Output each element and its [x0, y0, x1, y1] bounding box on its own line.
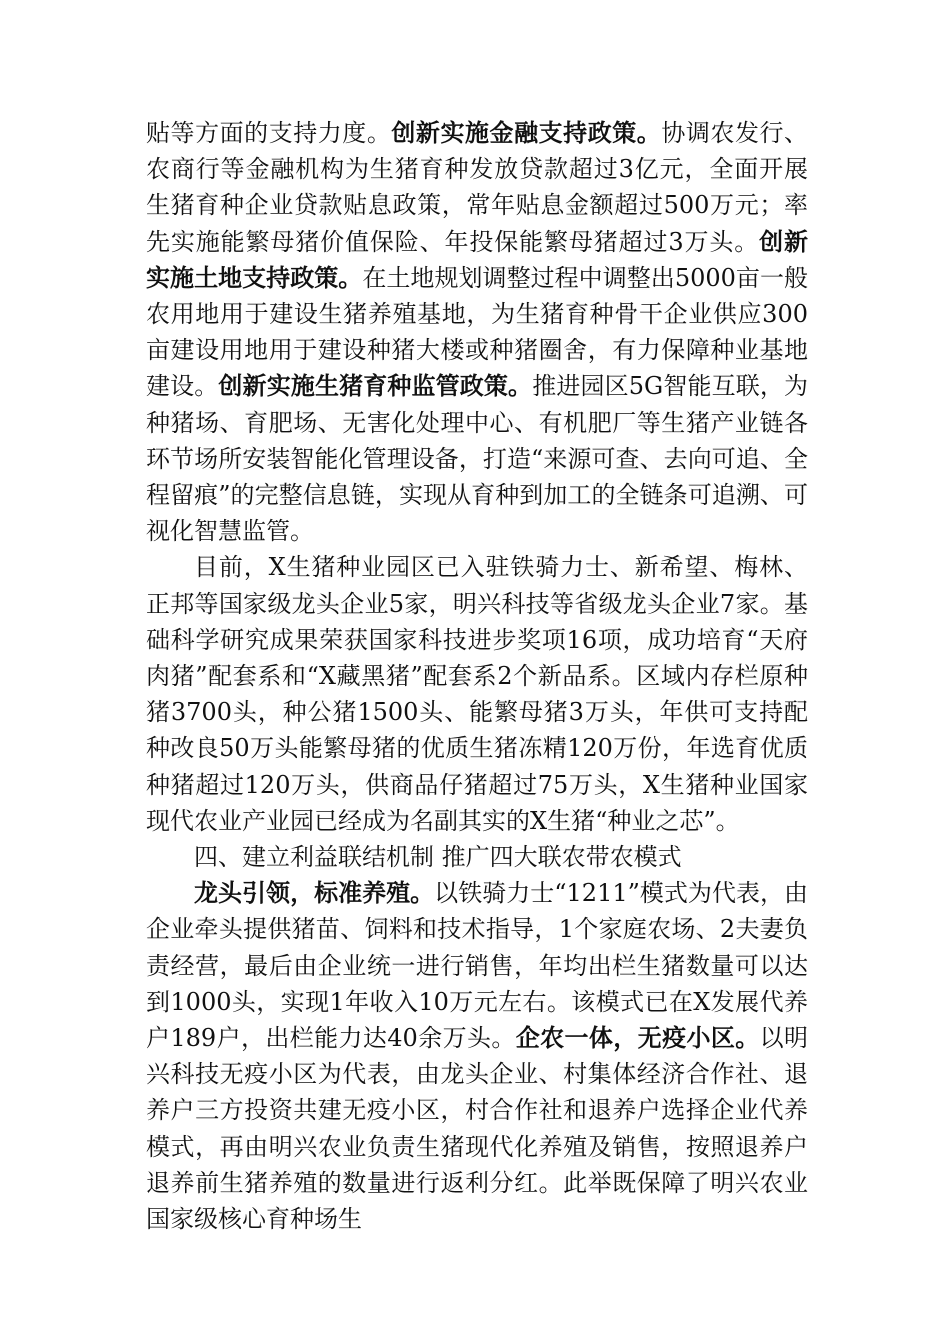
- paragraph-text: 目前，X生猪种业园区已入驻铁骑力士、新希望、梅林、正邦等国家级龙头企业5家，明兴科技等省级龙头企业7家。基础科学研究成果荣获国家科技进步奖项16项，成功培育“天府肉猪”配套系和“X藏黑猪”配套系2个新品系。区域内存栏原种猪3700头，种公猪1500头、能繁母猪3万头，年供可支持配种改良50万头能繁母猪的优质生猪冻精120万份，年选育优质种猪超过120万头，供商品仔猪超过75万头，X生猪种业国家现代农业产业园已经成为名副其实的X生猪“种业之芯”。: [146, 553, 808, 835]
- paragraph-text: 以铁骑力士“1211”模式为代表，由企业牵头提供猪苗、饲料和技术指导，1个家庭农场、2夫妻负责经营，最后由企业统一进行销售，年均出栏生猪数量可以达到1000头，实现1年收入10万元左右。该模式已在X发展代养户189户，出栏能力达40余万头。: [146, 879, 808, 1053]
- paragraph-policy-measures: [146, 115, 808, 549]
- lead-heading-land-policy: 创新实施土地支持政策。: [146, 227, 808, 292]
- paragraph-text: 协调农发行、农商行等金融机构为生猪育种发放贷款超过3亿元，全面开展生猪育种企业贷款贴息政策，常年贴息金额超过500万元；率先实施能繁母猪价值保险、年投保能繁母猪超过3万头。: [146, 119, 809, 256]
- section-heading: 四、建立利益联结机制 推广四大联农带农模式: [194, 843, 682, 872]
- lead-heading-supervision-policy: 创新实施生猪育种监管政策。: [218, 372, 533, 401]
- document-page: [146, 115, 808, 1237]
- paragraph-text: 推进园区5G智能互联，为种猪场、育肥场、无害化处理中心、有机肥厂等生猪产业链各环节场所安装智能化管理设备，打造“来源可查、去向可追、全程留痕”的完整信息链，实现从育种到加工的全链条可追溯、可视化智慧监管。: [146, 372, 809, 546]
- paragraph-park-status: [146, 549, 808, 839]
- paragraph-text: 在土地规划调整过程中调整出5000亩一般农用地用于建设生猪养殖基地，为生猪育种骨干企业供应300亩建设用地用于建设种猪大楼或种猪圈舍，有力保障种业基地建设。: [146, 263, 809, 401]
- paragraph-farming-models: [146, 875, 808, 1237]
- paragraph-text: 以明兴科技无疫小区为代表，由龙头企业、村集体经济合作社、退养户三方投资共建无疫小区，村合作社和退养户选择企业代养模式，再由明兴农业负责生猪现代化养殖及销售，按照退养户退养前生猪养殖的数量进行返利分红。此举既保障了明兴农业国家级核心育种场生: [146, 1024, 808, 1234]
- lead-heading-finance-policy: 创新实施金融支持政策。: [391, 119, 662, 147]
- paragraph-text: 贴等方面的支持力度。: [146, 119, 392, 147]
- lead-heading-enterprise-farmer: 企农一体，无疫小区。: [515, 1024, 760, 1053]
- lead-heading-leading-enterprise: 龙头引领，标准养殖。: [194, 879, 435, 908]
